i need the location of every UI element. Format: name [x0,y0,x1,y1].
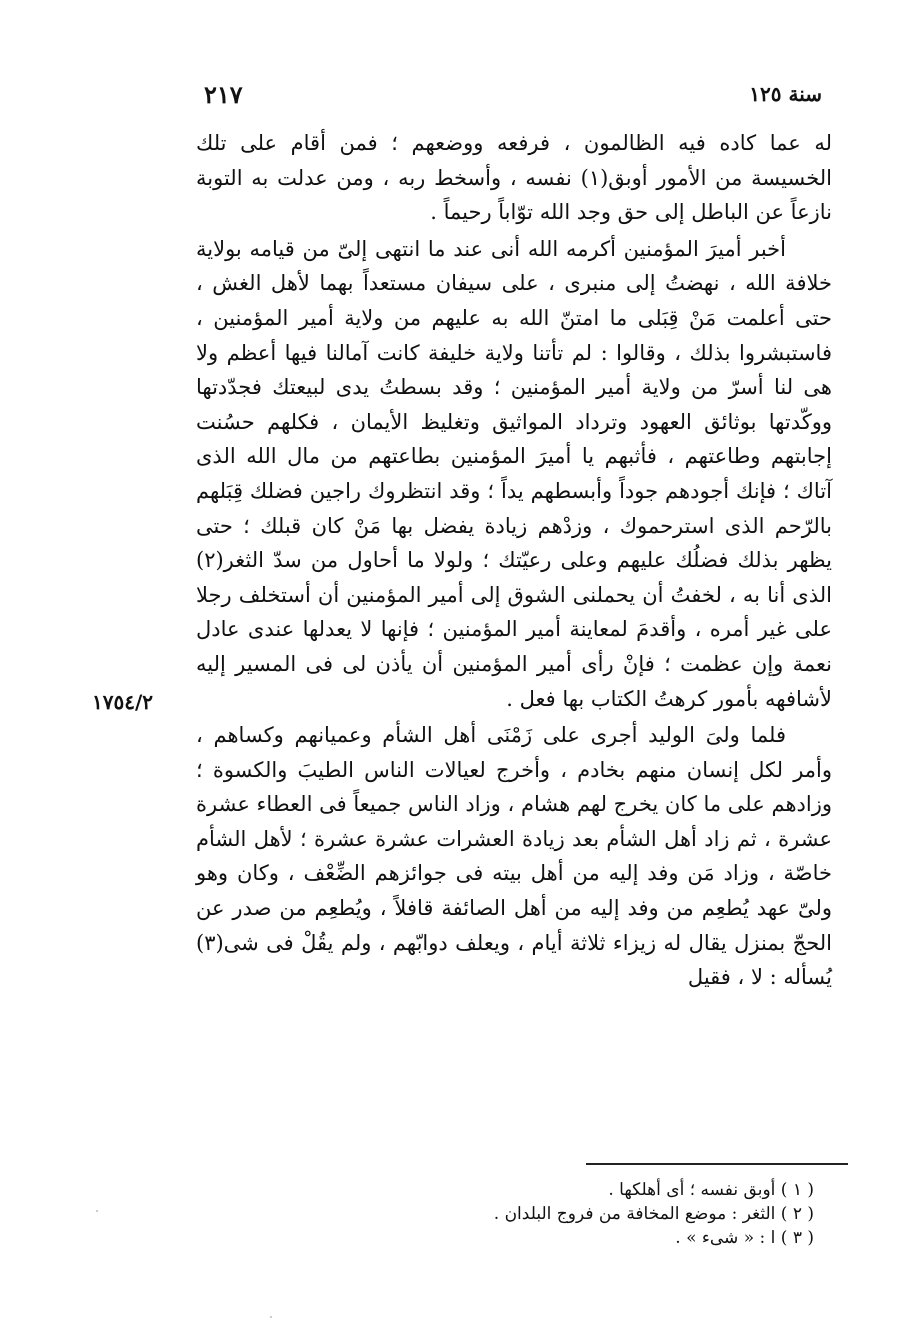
body-text [196,126,832,995]
margin-reference: ١٧٥٤/٢ [92,690,154,714]
page-header [200,80,826,116]
footnote-divider [586,1163,848,1165]
running-head: سنة ١٢٥ [749,82,822,106]
footnotes [454,1178,814,1250]
page-number: ٢١٧ [204,80,243,109]
paragraph-2: أخبر أميرَ المؤمنين أكرمه الله أنى عند ما انتهى إلىّ من قيامه بولاية خلافة الله ، نهضتُ إلى منبرى ، على سيفان مستعداً بهما لأهل الغش ، حتى أعلمت مَنْ قِبَلى ما امتنّ الله به عليهم من ولاية أمير المؤمنين ، فاستبشروا بذلك ، وقالوا : لم تأتنا ولاية خليفة كانت آمالنا فيها أعظم ولا هى لنا أسرّ من ولاية أمير المؤمنين ؛ وقد بسطتُ يدى لبيعتك فجدّدتها ووكّدتها بوثائق العهود وترداد المواثيق وتغليظ الأيمان ، فكلهم حسُنت إجابتهم وطاعتهم ، فأثبهم يا أميرَ المؤمنين بطاعتهم من مال الله الذى آتاك ؛ فإنك أجودهم جوداً وأبسطهم يداً ؛ وقد انتظروك راجين فضلك قِبَلهم بالرّحم الذى استرحموك ، وزدْهم زيادة يفضل بها مَنْ كان قبلك ؛ حتى يظهر بذلك فضلُك عليهم وعلى رعيّتك ؛ ولولا ما أحاول من سدّ الثغر(٢) الذى أنا به ، لخفتُ أن يحملنى الشوق إلى أمير المؤمنين أن أستخلف رجلا على غير أمره ، وأقدمَ لمعاينة أمير المؤمنين ؛ فإنها لا يعدلها عندى عادل نعمة وإن عظمت ؛ فإنْ رأى أمير المؤمنين أن يأذن لى فى المسير إليه لأشافهه بأمور كرهتُ الكتاب بها فعل . [196,236,832,711]
paragraph-3: فلما ولىَ الوليد أجرى على زَمْنَى أهل الشأم وعميانهم وكساهم ، وأمر لكل إنسان منهم بخادم ، وأخرج لعيالات الناس الطيبَ والكسوة ؛ وزادهم على ما كان يخرج لهم هشام ، وزاد الناس جميعاً فى العطاء عشرة عشرة ، ثم زاد أهل الشأم بعد زيادة العشرات عشرة عشرة ؛ لأهل الشأم خاصّة ، وزاد مَن وفد إليه من أهل بيته فى جوائزهم الضِّعْف ، وكان وهو ولىّ عهد يُطعِم من وفد إليه من أهل الصائفة قافلاً ، ويُطعِم من صدر عن الحجّ بمنزل يقال له زيزاء ثلاثة أيام ، ويعلف دوابّهم ، ولم يقُلْ فى شى(٣) يُسأله : لا ، فقيل [196,723,832,990]
footnote-2: ( ٢ ) الثغر : موضع المخافة من فروج البلدان . [493,1204,814,1224]
speck-mark [96,1210,98,1212]
speck-mark [270,1316,272,1318]
footnote-3: ( ٣ ) ا : « شىء » . [675,1228,814,1248]
paragraph-1: له عما كاده فيه الظالمون ، فرفعه ووضعهم ؛ فمن أقام على تلك الخسيسة من الأمور أوبق(١) نفسه ، وأسخط ربه ، ومن عدلت به التوبة نازعاً عن الباطل إلى حق وجد الله توّاباً رحيماً . [196,131,832,225]
footnote-1: ( ١ ) أوبق نفسه ؛ أى أهلكها . [608,1180,814,1200]
